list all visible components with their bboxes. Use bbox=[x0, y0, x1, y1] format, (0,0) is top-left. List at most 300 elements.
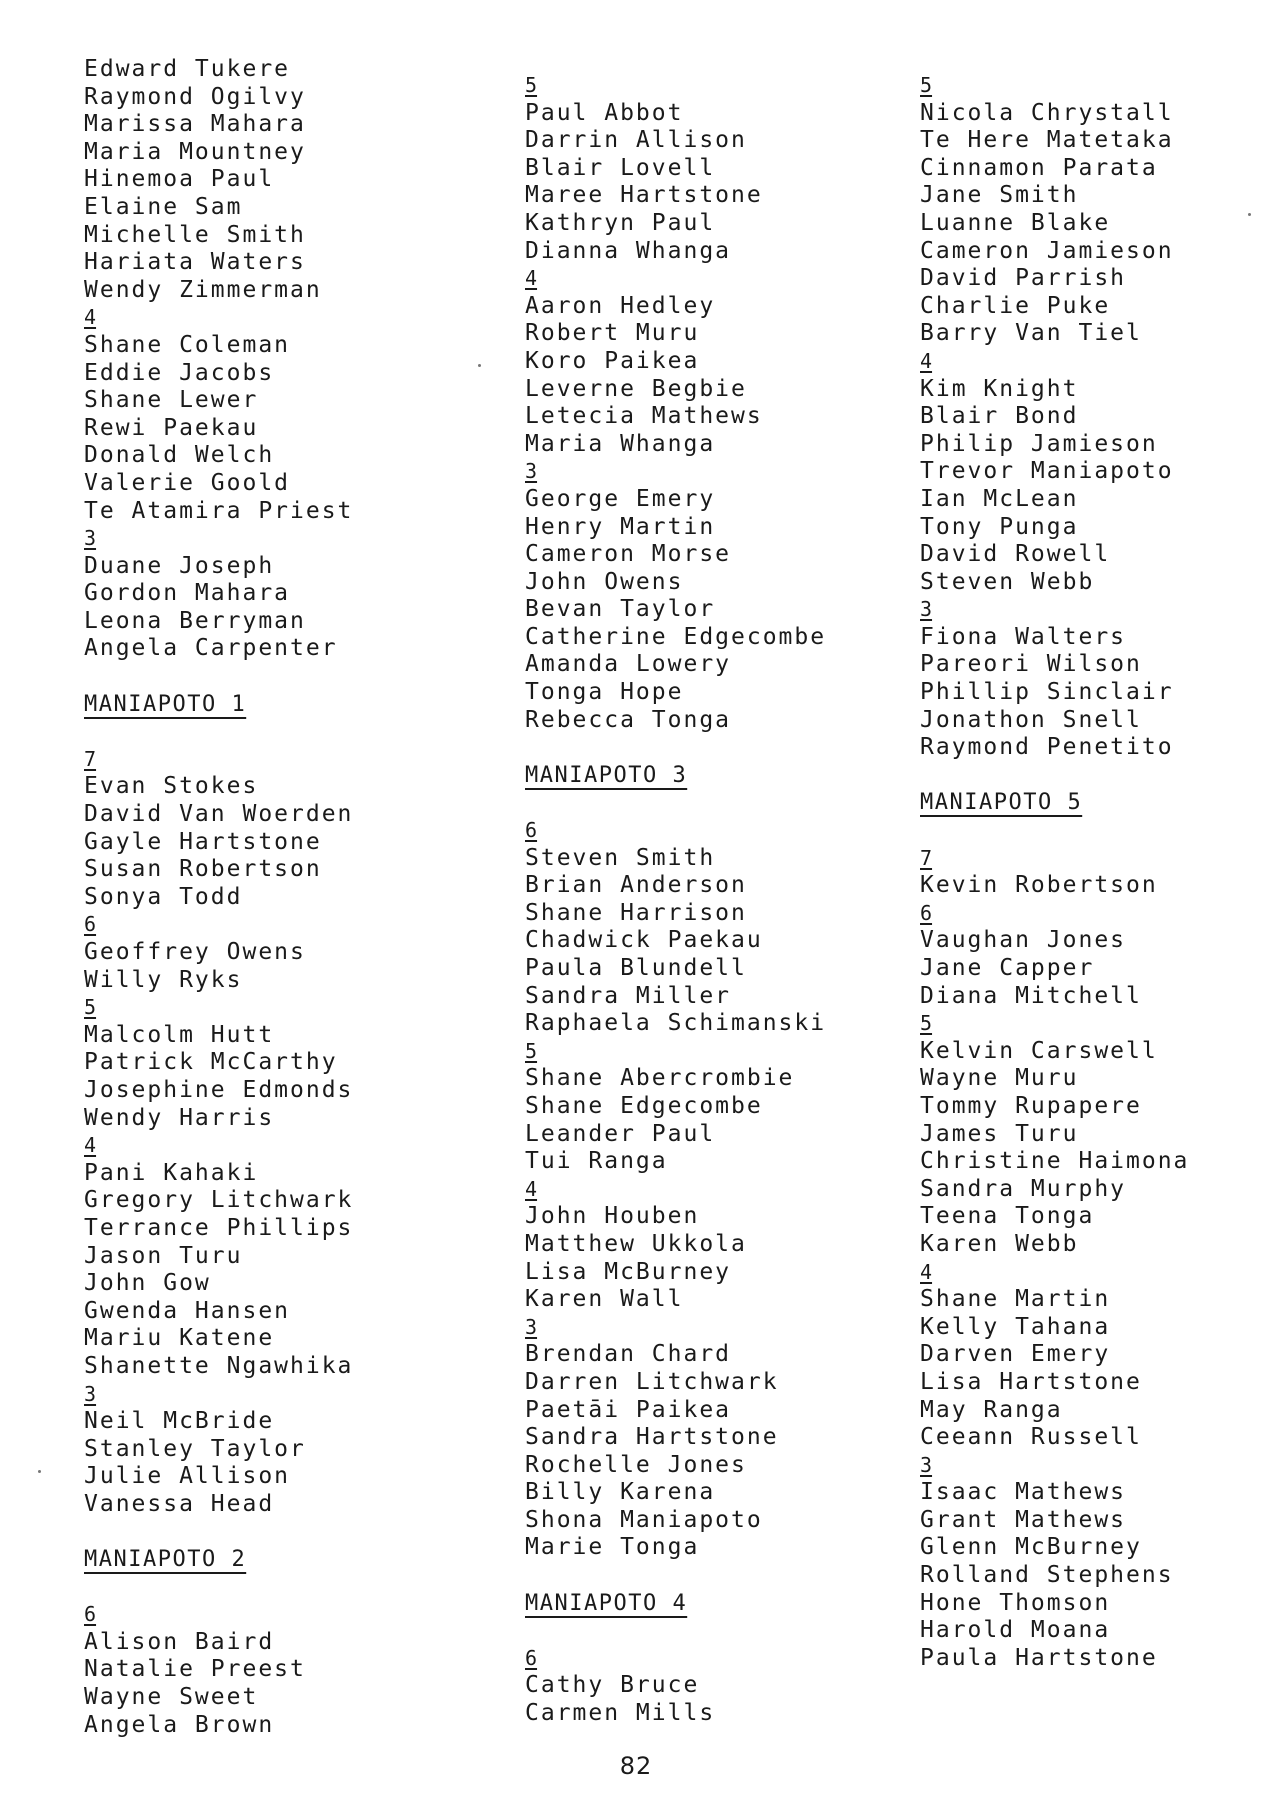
participant-name bbox=[920, 679, 1189, 707]
participant-name bbox=[920, 1121, 1189, 1149]
name-text: Steven Smith bbox=[525, 844, 716, 871]
score-group-number bbox=[525, 1038, 826, 1066]
participant-name bbox=[84, 56, 353, 84]
participant-name bbox=[525, 127, 826, 155]
participant-name bbox=[84, 801, 353, 829]
participant-name bbox=[525, 983, 826, 1011]
name-text: Tonga Hope bbox=[525, 679, 684, 706]
participant-name bbox=[84, 1022, 353, 1050]
name-text: Shanette Ngawhika bbox=[84, 1352, 354, 1379]
participant-name bbox=[525, 1424, 826, 1452]
score-number-text: 3 bbox=[525, 459, 538, 484]
column-right bbox=[920, 72, 1189, 1672]
name-text: Te Here Matetaka bbox=[920, 127, 1174, 154]
participant-name bbox=[920, 983, 1189, 1011]
participant-name bbox=[920, 1479, 1189, 1507]
name-text: Valerie Goold bbox=[84, 469, 291, 496]
name-text: Jane Capper bbox=[920, 955, 1095, 981]
name-text: Nicola Chrystall bbox=[920, 99, 1174, 126]
score-group-number bbox=[920, 1259, 1189, 1287]
participant-name bbox=[920, 1369, 1189, 1397]
name-text: Brian Anderson bbox=[525, 872, 747, 899]
score-group-number bbox=[525, 1176, 826, 1204]
name-text: Phillip Sinclair bbox=[920, 679, 1174, 706]
name-text: Trevor Maniapoto bbox=[920, 458, 1174, 485]
participant-name bbox=[525, 182, 826, 210]
participant-name bbox=[525, 569, 826, 597]
name-text: Michelle Smith bbox=[84, 221, 306, 248]
participant-name bbox=[84, 1298, 353, 1326]
name-text: Mariu Katene bbox=[84, 1325, 275, 1352]
name-text: Edward Tukere bbox=[84, 56, 291, 82]
name-text: Leona Berryman bbox=[84, 607, 306, 634]
name-text: Pareori Wilson bbox=[920, 651, 1142, 678]
participant-name bbox=[84, 1656, 353, 1684]
scan-speck bbox=[478, 364, 481, 367]
name-text: Ceeann Russell bbox=[920, 1424, 1142, 1451]
name-text: May Ranga bbox=[920, 1396, 1063, 1423]
participant-name bbox=[920, 872, 1189, 900]
name-text: Gregory Litchwark bbox=[84, 1187, 354, 1214]
participant-name bbox=[525, 1341, 826, 1369]
name-text: David Parrish bbox=[920, 265, 1127, 292]
section-heading-text: MANIAPOTO 5 bbox=[920, 790, 1083, 816]
name-text: Sandra Hartstone bbox=[525, 1424, 779, 1451]
participant-name bbox=[920, 238, 1189, 266]
score-number-text: 5 bbox=[525, 1038, 538, 1063]
name-text: Sandra Miller bbox=[525, 982, 732, 1009]
participant-name bbox=[525, 1065, 826, 1093]
name-text: Dianna Whanga bbox=[525, 237, 732, 264]
participant-name bbox=[84, 194, 353, 222]
name-text: Paul Abbot bbox=[525, 99, 684, 126]
participant-name bbox=[84, 773, 353, 801]
participant-name bbox=[920, 403, 1189, 431]
participant-name bbox=[920, 1065, 1189, 1093]
name-text: Grant Mathews bbox=[920, 1506, 1127, 1533]
score-number-text: 6 bbox=[84, 912, 97, 937]
name-text: Pani Kahaki bbox=[84, 1159, 259, 1186]
participant-name bbox=[920, 182, 1189, 210]
participant-name bbox=[525, 1010, 826, 1038]
score-number-text: 6 bbox=[84, 1602, 97, 1627]
section-heading bbox=[84, 1546, 353, 1574]
participant-name bbox=[920, 514, 1189, 542]
spacer bbox=[525, 734, 826, 762]
participant-name bbox=[525, 955, 826, 983]
name-text: Barry Van Tiel bbox=[920, 320, 1142, 347]
participant-name bbox=[920, 127, 1189, 155]
participant-name bbox=[525, 900, 826, 928]
name-text: John Owens bbox=[525, 568, 684, 595]
score-number-text: 5 bbox=[920, 1011, 933, 1036]
score-group-number bbox=[84, 911, 353, 939]
participant-name bbox=[920, 431, 1189, 459]
spacer bbox=[84, 718, 353, 746]
name-text: Paetāi Paikea bbox=[525, 1396, 732, 1423]
name-text: Lisa Hartstone bbox=[920, 1368, 1142, 1395]
name-text: Elaine Sam bbox=[84, 193, 243, 220]
section-heading bbox=[525, 1590, 826, 1618]
participant-name bbox=[525, 238, 826, 266]
score-group-number bbox=[920, 348, 1189, 376]
participant-name bbox=[525, 403, 826, 431]
participant-name bbox=[920, 1590, 1189, 1618]
participant-name bbox=[84, 884, 353, 912]
name-text: Blair Lovell bbox=[525, 154, 716, 181]
name-text: Donald Welch bbox=[84, 442, 275, 469]
name-text: Koro Paikea bbox=[525, 347, 700, 374]
score-group-number bbox=[84, 1132, 353, 1160]
name-text: Tony Punga bbox=[920, 513, 1079, 540]
participant-name bbox=[525, 100, 826, 128]
score-group-number bbox=[525, 1645, 826, 1673]
participant-name bbox=[525, 1452, 826, 1480]
name-text: Wendy Harris bbox=[84, 1104, 275, 1131]
name-text: Jane Smith bbox=[920, 182, 1079, 209]
score-number-text: 3 bbox=[84, 526, 97, 551]
participant-name bbox=[84, 1160, 353, 1188]
name-text: Leander Paul bbox=[525, 1120, 716, 1147]
spacer bbox=[920, 762, 1189, 790]
name-text: Evan Stokes bbox=[84, 773, 259, 800]
name-text: John Gow bbox=[84, 1270, 211, 1297]
participant-name bbox=[920, 1093, 1189, 1121]
name-text: Sandra Murphy bbox=[920, 1175, 1127, 1202]
spacer bbox=[84, 1518, 353, 1546]
participant-name bbox=[525, 1148, 826, 1176]
name-text: Fiona Walters bbox=[920, 623, 1127, 650]
name-text: Rochelle Jones bbox=[525, 1451, 747, 1478]
participant-name bbox=[525, 1121, 826, 1149]
participant-name bbox=[525, 1479, 826, 1507]
score-group-number bbox=[920, 596, 1189, 624]
name-text: Marissa Mahara bbox=[84, 111, 306, 138]
name-text: Willy Ryks bbox=[84, 966, 243, 993]
name-text: Stanley Taylor bbox=[84, 1435, 306, 1462]
participant-name bbox=[920, 1534, 1189, 1562]
score-group-number bbox=[525, 817, 826, 845]
score-number-text: 4 bbox=[525, 1176, 538, 1201]
name-text: Amanda Lowery bbox=[525, 651, 732, 678]
participant-name bbox=[920, 1148, 1189, 1176]
participant-name bbox=[84, 249, 353, 277]
name-text: Ian McLean bbox=[920, 485, 1079, 512]
participant-name bbox=[84, 1049, 353, 1077]
name-text: Gwenda Hansen bbox=[84, 1297, 291, 1324]
name-text: Jonathon Snell bbox=[920, 706, 1142, 733]
name-text: Cinnamon Parata bbox=[920, 154, 1158, 181]
name-text: Darrin Allison bbox=[525, 127, 747, 154]
name-text: Paula Hartstone bbox=[920, 1644, 1158, 1671]
participant-name bbox=[920, 376, 1189, 404]
participant-name bbox=[84, 1408, 353, 1436]
score-number-text: 3 bbox=[920, 1452, 933, 1477]
participant-name bbox=[920, 1645, 1189, 1673]
participant-name bbox=[920, 1314, 1189, 1342]
participant-name bbox=[920, 1038, 1189, 1066]
section-heading-text: MANIAPOTO 4 bbox=[525, 1590, 688, 1616]
score-group-number bbox=[525, 1314, 826, 1342]
score-number-text: 5 bbox=[525, 73, 538, 97]
name-text: Shane Edgecombe bbox=[525, 1092, 763, 1119]
score-group-number bbox=[525, 265, 826, 293]
section-heading-text: MANIAPOTO 1 bbox=[84, 691, 247, 717]
name-text: Kevin Robertson bbox=[920, 872, 1158, 899]
name-text: Chadwick Paekau bbox=[525, 927, 763, 954]
participant-name bbox=[525, 707, 826, 735]
name-text: Wendy Zimmerman bbox=[84, 276, 322, 303]
participant-name bbox=[920, 927, 1189, 955]
name-text: Natalie Preest bbox=[84, 1656, 306, 1683]
name-text: Philip Jamieson bbox=[920, 430, 1158, 457]
name-text: Steven Webb bbox=[920, 568, 1095, 595]
spacer bbox=[920, 817, 1189, 845]
participant-name bbox=[84, 1463, 353, 1491]
score-number-text: 4 bbox=[525, 266, 538, 291]
name-text: Darven Emery bbox=[920, 1341, 1111, 1368]
participant-name bbox=[920, 1562, 1189, 1590]
participant-name bbox=[84, 580, 353, 608]
participant-name bbox=[525, 348, 826, 376]
name-text: Raymond Penetito bbox=[920, 734, 1174, 761]
participant-name bbox=[525, 1369, 826, 1397]
name-text: Duane Joseph bbox=[84, 552, 275, 579]
spacer bbox=[525, 1617, 826, 1645]
participant-name bbox=[525, 431, 826, 459]
name-text: Raphaela Schimanski bbox=[525, 1010, 827, 1037]
name-text: James Turu bbox=[920, 1120, 1079, 1147]
participant-name bbox=[920, 955, 1189, 983]
participant-name bbox=[84, 277, 353, 305]
participant-name bbox=[525, 624, 826, 652]
participant-name bbox=[920, 707, 1189, 735]
participant-name bbox=[84, 829, 353, 857]
name-text: Maree Hartstone bbox=[525, 182, 763, 209]
name-text: Harold Moana bbox=[920, 1617, 1111, 1644]
participant-name bbox=[525, 514, 826, 542]
name-text: Terrance Phillips bbox=[84, 1214, 354, 1241]
participant-name bbox=[84, 415, 353, 443]
scan-speck bbox=[1248, 213, 1251, 216]
score-group-number bbox=[84, 304, 353, 332]
participant-name bbox=[920, 651, 1189, 679]
score-group-number bbox=[84, 994, 353, 1022]
name-text: Cameron Morse bbox=[525, 541, 732, 568]
participant-name bbox=[525, 1203, 826, 1231]
participant-name bbox=[84, 387, 353, 415]
name-text: Shona Maniapoto bbox=[525, 1506, 763, 1533]
name-text: Kelvin Carswell bbox=[920, 1037, 1158, 1064]
participant-name bbox=[525, 1397, 826, 1425]
name-text: George Emery bbox=[525, 485, 716, 512]
name-text: Rolland Stephens bbox=[920, 1562, 1174, 1589]
participant-name bbox=[84, 1629, 353, 1657]
score-group-number bbox=[525, 458, 826, 486]
name-text: Diana Mitchell bbox=[920, 982, 1142, 1009]
score-number-text: 5 bbox=[920, 73, 933, 97]
score-group-number bbox=[84, 525, 353, 553]
name-text: Hinemoa Paul bbox=[84, 166, 275, 193]
participant-name bbox=[525, 1534, 826, 1562]
score-group-number bbox=[920, 1010, 1189, 1038]
name-text: Shane Martin bbox=[920, 1286, 1111, 1313]
name-text: Malcolm Hutt bbox=[84, 1021, 275, 1048]
name-text: Maria Mountney bbox=[84, 138, 306, 165]
participant-name bbox=[920, 569, 1189, 597]
participant-name bbox=[84, 608, 353, 636]
name-text: David Rowell bbox=[920, 541, 1111, 568]
participant-name bbox=[920, 458, 1189, 486]
participant-name bbox=[84, 442, 353, 470]
score-number-text: 6 bbox=[920, 900, 933, 925]
participant-name bbox=[84, 1491, 353, 1519]
participant-name bbox=[525, 155, 826, 183]
participant-name bbox=[84, 856, 353, 884]
participant-name bbox=[920, 100, 1189, 128]
name-text: Cathy Bruce bbox=[525, 1672, 700, 1699]
name-text: Kim Knight bbox=[920, 375, 1079, 402]
score-group-number bbox=[525, 72, 826, 100]
name-text: Hone Thomson bbox=[920, 1589, 1111, 1616]
participant-name bbox=[920, 486, 1189, 514]
name-text: Angela Carpenter bbox=[84, 635, 338, 662]
scan-speck bbox=[38, 1470, 41, 1473]
name-text: Hariata Waters bbox=[84, 249, 306, 276]
score-number-text: 4 bbox=[84, 1133, 97, 1158]
participant-name bbox=[84, 553, 353, 581]
name-text: Vaughan Jones bbox=[920, 927, 1127, 954]
participant-name bbox=[920, 155, 1189, 183]
score-number-text: 5 bbox=[84, 995, 97, 1020]
participant-name bbox=[84, 1353, 353, 1381]
name-text: Cameron Jamieson bbox=[920, 237, 1174, 264]
name-text: Josephine Edmonds bbox=[84, 1076, 354, 1103]
participant-name bbox=[525, 1286, 826, 1314]
name-text: Robert Muru bbox=[525, 320, 700, 347]
participant-name bbox=[525, 1672, 826, 1700]
participant-name bbox=[84, 470, 353, 498]
participant-name bbox=[920, 1203, 1189, 1231]
name-text: Christine Haimona bbox=[920, 1148, 1190, 1175]
name-text: Shane Lewer bbox=[84, 387, 259, 414]
name-text: Angela Brown bbox=[84, 1711, 275, 1738]
participant-name bbox=[84, 635, 353, 663]
name-text: Tommy Rupapere bbox=[920, 1092, 1142, 1119]
participant-name bbox=[525, 845, 826, 873]
name-text: Luanne Blake bbox=[920, 209, 1111, 236]
score-number-text: 3 bbox=[525, 1314, 538, 1339]
name-text: Gayle Hartstone bbox=[84, 828, 322, 855]
participant-name bbox=[525, 1259, 826, 1287]
participant-name bbox=[920, 734, 1189, 762]
participant-name bbox=[525, 486, 826, 514]
name-text: Charlie Puke bbox=[920, 292, 1111, 319]
name-text: Marie Tonga bbox=[525, 1534, 700, 1561]
name-text: Catherine Edgecombe bbox=[525, 623, 827, 650]
score-number-text: 7 bbox=[84, 746, 97, 771]
participant-name bbox=[525, 927, 826, 955]
name-text: Sonya Todd bbox=[84, 883, 243, 910]
name-text: Geoffrey Owens bbox=[84, 939, 306, 965]
participant-name bbox=[920, 1176, 1189, 1204]
participant-name bbox=[920, 624, 1189, 652]
participant-name bbox=[920, 1397, 1189, 1425]
name-text: David Van Woerden bbox=[84, 801, 354, 828]
name-text: Susan Robertson bbox=[84, 856, 322, 883]
score-number-text: 3 bbox=[920, 597, 933, 622]
participant-name bbox=[84, 939, 353, 967]
name-text: Shane Coleman bbox=[84, 331, 291, 358]
name-text: Bevan Taylor bbox=[525, 596, 716, 623]
participant-name bbox=[84, 1436, 353, 1464]
name-text: Isaac Mathews bbox=[920, 1479, 1127, 1506]
name-text: Paula Blundell bbox=[525, 955, 747, 981]
participant-name bbox=[84, 222, 353, 250]
score-group-number bbox=[920, 845, 1189, 873]
page-number: 82 bbox=[619, 1752, 653, 1780]
name-text: Rewi Paekau bbox=[84, 414, 259, 441]
score-group-number bbox=[920, 72, 1189, 100]
participant-name bbox=[920, 1231, 1189, 1259]
participant-name bbox=[84, 1105, 353, 1133]
participant-name bbox=[525, 293, 826, 321]
participant-name bbox=[84, 1215, 353, 1243]
name-text: Kelly Tahana bbox=[920, 1313, 1111, 1340]
participant-name bbox=[84, 84, 353, 112]
participant-name bbox=[525, 1231, 826, 1259]
participant-name bbox=[920, 1507, 1189, 1535]
name-text: Shane Harrison bbox=[525, 899, 747, 926]
participant-name bbox=[920, 1341, 1189, 1369]
name-text: Kathryn Paul bbox=[525, 209, 716, 236]
score-group-number bbox=[84, 1601, 353, 1629]
participant-name bbox=[84, 360, 353, 388]
score-number-text: 4 bbox=[920, 348, 933, 373]
participant-name bbox=[84, 1187, 353, 1215]
name-text: John Houben bbox=[525, 1203, 700, 1230]
participant-name bbox=[84, 1684, 353, 1712]
name-text: Lisa McBurney bbox=[525, 1258, 732, 1285]
name-text: Raymond Ogilvy bbox=[84, 83, 306, 110]
score-group-number bbox=[84, 1381, 353, 1409]
name-text: Letecia Mathews bbox=[525, 403, 763, 430]
participant-name bbox=[525, 1700, 826, 1728]
name-text: Billy Karena bbox=[525, 1479, 716, 1506]
score-number-text: 6 bbox=[525, 1645, 538, 1670]
participant-name bbox=[525, 872, 826, 900]
name-text: Blair Bond bbox=[920, 403, 1079, 430]
participant-name bbox=[920, 293, 1189, 321]
participant-name bbox=[525, 320, 826, 348]
participant-name bbox=[84, 332, 353, 360]
section-heading-text: MANIAPOTO 2 bbox=[84, 1547, 247, 1573]
name-text: Te Atamira Priest bbox=[84, 497, 354, 524]
name-text: Shane Abercrombie bbox=[525, 1065, 795, 1092]
section-heading-text: MANIAPOTO 3 bbox=[525, 762, 688, 788]
participant-name bbox=[525, 376, 826, 404]
name-text: Matthew Ukkola bbox=[525, 1230, 747, 1257]
participant-name bbox=[84, 111, 353, 139]
participant-name bbox=[920, 265, 1189, 293]
participant-name bbox=[920, 1424, 1189, 1452]
name-text: Karen Wall bbox=[525, 1286, 684, 1313]
participant-name bbox=[84, 1243, 353, 1271]
name-text: Carmen Mills bbox=[525, 1700, 716, 1727]
name-text: Glenn McBurney bbox=[920, 1534, 1142, 1561]
participant-name bbox=[84, 1712, 353, 1740]
spacer bbox=[525, 1562, 826, 1590]
